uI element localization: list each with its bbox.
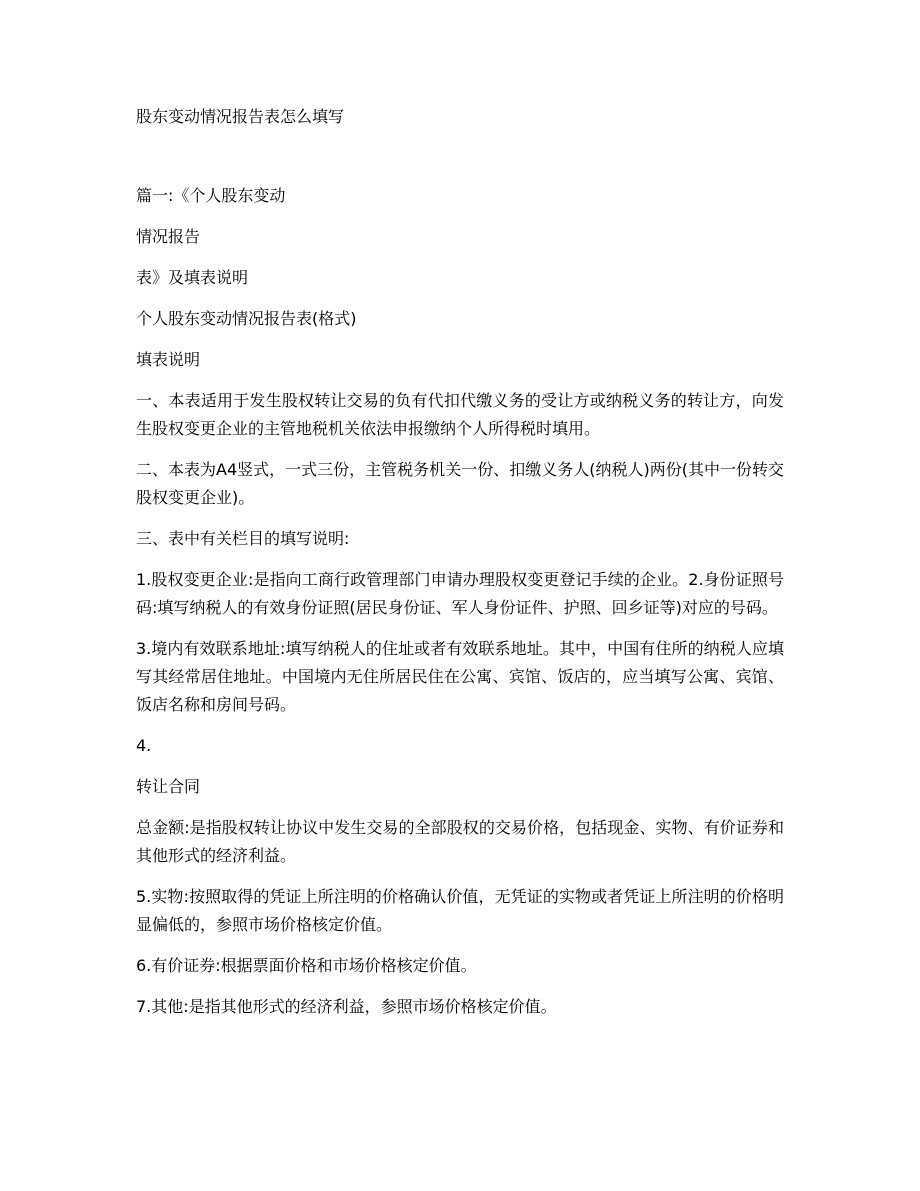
document-body — [136, 103, 784, 1034]
paragraph-field-7: 7.其他:是指其他形式的经济利益，参照市场价格核定价值。 — [136, 997, 557, 1016]
paragraph-field-5: 5.实物:按照取得的凭证上所注明的价格确认价值，无凭证的实物或者凭证上所注明的价格明显偏低的，参照市场价格核定价值。 — [136, 887, 784, 934]
paragraph-item-3: 三、表中有关栏目的填写说明: — [136, 529, 350, 548]
paragraph-field-3: 3.境内有效联系地址:填写纳税人的住址或者有效联系地址。其中，中国有住所的纳税人应填写其经常居住地址。中国境内无住所居民住在公寓、宾馆、饭店的，应当填写公寓、宾馆、饭店名称和房间号码。 — [136, 639, 784, 714]
paragraph-item-1: 一、本表适用于发生股权转让交易的负有代扣代缴义务的受让方或纳税义务的转让方，向发生股权变更企业的主管地税机关依法申报缴纳个人所得税时填用。 — [136, 391, 784, 438]
document-title: 股东变动情况报告表怎么填写 — [136, 107, 345, 126]
paragraph-field-4-text: 总金额:是指股权转让协议中发生交易的全部股权的交易价格，包括现金、实物、有价证券和其他形式的经济利益。 — [136, 818, 784, 865]
paragraph-heading-part3: 表》及填表说明 — [136, 268, 249, 287]
paragraph-form-name: 个人股东变动情况报告表(格式) — [136, 309, 357, 328]
paragraph-heading-part1: 篇一:《个人股东变动 — [136, 186, 286, 205]
paragraph-heading-part2: 情况报告 — [136, 227, 201, 246]
paragraph-item-2: 二、本表为A4竖式，一式三份，主管税务机关一份、扣缴义务人(纳税人)两份(其中一份转交股权变更企业)。 — [136, 460, 784, 507]
paragraph-field-4-number: 4. — [136, 736, 152, 755]
paragraph-field-6: 6.有价证券:根据票面价格和市场价格核定价值。 — [136, 956, 477, 975]
paragraph-instructions-heading: 填表说明 — [136, 350, 201, 369]
paragraph-field-4-label: 转让合同 — [136, 777, 201, 796]
paragraph-field-1-2: 1.股权变更企业:是指向工商行政管理部门申请办理股权变更登记手续的企业。2.身份证照号码:填写纳税人的有效身份证照(居民身份证、军人身份证件、护照、回乡证等)对应的号码。 — [136, 570, 784, 617]
